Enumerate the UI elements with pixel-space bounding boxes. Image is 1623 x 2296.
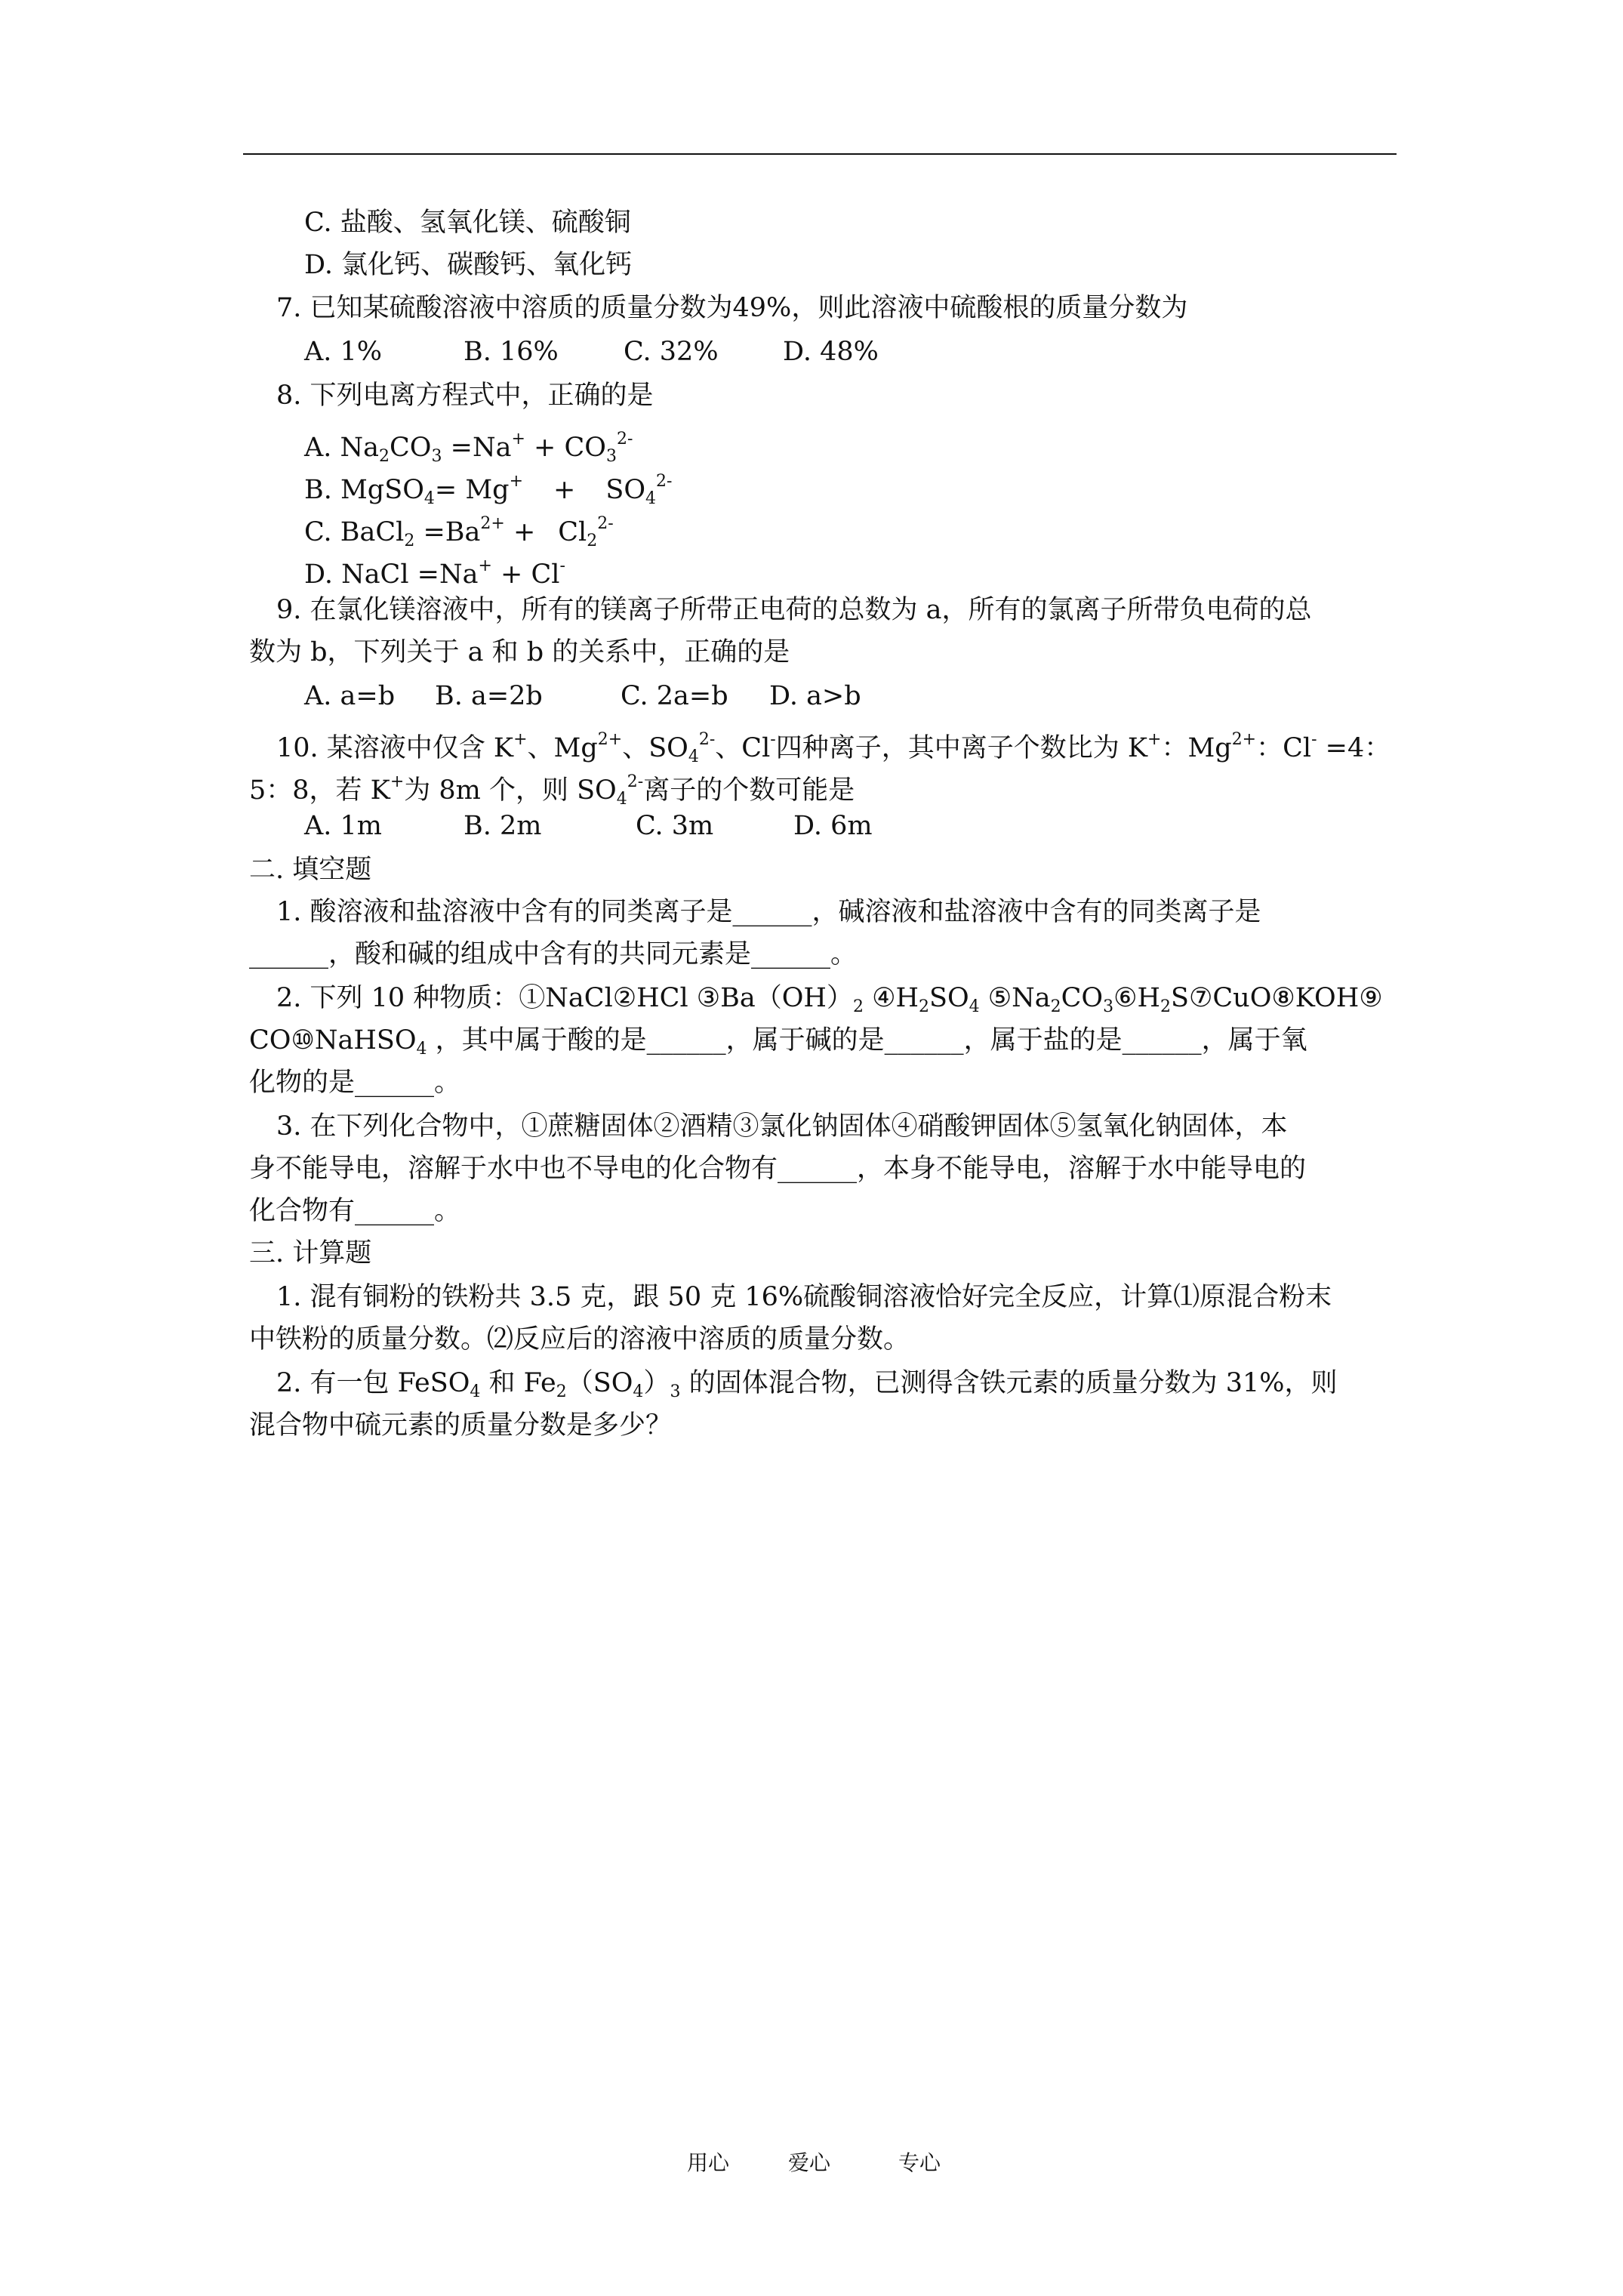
q8-option-b: B. MgSO$_4$= $Mg^+ + SO_4^{2-}$ — [304, 472, 673, 508]
q10-stem-line1: 10. 某溶液中仅含 K+、$Mg^{2+}$、$SO_4^{2-}$、Cl-四种离子，其中离子个数比为 K+：$Mg^{2+}$：Cl- =4： — [276, 730, 1391, 766]
section-2-heading: 二. 填空题 — [249, 855, 372, 885]
fill-q2-line1: 2. 下列 10 种物质：①NaCl②HCl $③Ba(OH)_2$ $④H_2SO_4$ $⑤Na_2CO_3⑥H_2S⑦CuO⑧KOH⑨$ — [276, 983, 1383, 1016]
fill-q2-line2: CO⑩NaHSO$_4$ ，其中属于酸的是______，属于碱的是______，属于盐的是______，属于氧 — [249, 1025, 1307, 1059]
fill-q1-line2: ______，酸和碱的组成中含有的共同元素是______。 — [249, 939, 858, 969]
calc-q2-line2: 混合物中硫元素的质量分数是多少？ — [249, 1410, 673, 1441]
fill-q3-line2: 身不能导电，溶解于水中也不导电的化合物有______，本身不能导电，溶解于水中能导电的 — [249, 1154, 1307, 1184]
q9-option-b: B. a=2b — [435, 681, 543, 711]
q7-option-b: B. 16% — [463, 337, 559, 367]
q7-option-c: C. 32% — [624, 337, 719, 367]
q8-stem: 8. 下列电离方程式中，正确的是 — [276, 381, 654, 411]
q8-option-a: A. $Na_2CO_3 =Na^+ + CO_3^{2-}$ — [304, 430, 633, 466]
footer-text-1: 用心 — [687, 2150, 730, 2175]
q6-option-c: C. 盐酸、氢氧化镁、硫酸铜 — [304, 208, 631, 238]
section-3-heading: 三. 计算题 — [249, 1238, 372, 1268]
q9-option-a: A. a=b — [304, 681, 396, 711]
fill-q3-line3: 化合物有______。 — [249, 1196, 461, 1226]
q10-option-d: D. 6m — [793, 811, 873, 841]
q10-option-b: B. 2m — [463, 811, 542, 841]
calc-q2-line1: 2. 有一包 FeSO$_4$ 和 $Fe_2(SO_4)_3$ 的固体混合物，已测得含铁元素的质量分数为 31%，则 — [276, 1368, 1338, 1401]
calc-q1-line1: 1. 混有铜粉的铁粉共 3.5 克，跟 50 克 16%硫酸铜溶液恰好完全反应，计算⑴原混合粉末 — [276, 1282, 1332, 1312]
q10-option-c: C. 3m — [636, 811, 714, 841]
fill-q3-line1: 3. 在下列化合物中，①蔗糖固体②酒精③氯化钠固体④硝酸钾固体⑤氢氧化钠固体，本 — [276, 1111, 1288, 1142]
q6-option-d: D. 氯化钙、碳酸钙、氧化钙 — [304, 250, 633, 280]
q8-option-d: D. NaCl =Na+ + Cl- — [304, 556, 565, 590]
calc-q1-line2: 中铁粉的质量分数。⑵反应后的溶液中溶质的质量分数。 — [249, 1324, 910, 1354]
footer-text-2: 爱心 — [788, 2150, 831, 2175]
q9-option-d: D. a>b — [769, 681, 861, 711]
q9-option-c: C. 2a=b — [621, 681, 728, 711]
q9-stem-line2: 数为 b，下列关于 a 和 b 的关系中，正确的是 — [249, 637, 790, 667]
q7-option-d: D. 48% — [783, 337, 879, 367]
q7-stem: 7. 已知某硫酸溶液中溶质的质量分数为49%，则此溶液中硫酸根的质量分数为 — [276, 293, 1188, 323]
q8-option-c: C. BaCl$_2$ $=Ba^{2+} + Cl_2^{2-}$ — [304, 514, 614, 550]
q7-option-a: A. 1% — [304, 337, 383, 367]
fill-q2-line3: 化物的是______。 — [249, 1068, 461, 1098]
header-rule — [243, 153, 1397, 155]
fill-q1-line1: 1. 酸溶液和盐溶液中含有的同类离子是______，碱溶液和盐溶液中含有的同类离子是 — [276, 897, 1261, 927]
q10-stem-line2: 5：8，若 K+为 8m 个，则 $SO_4^{2-}$离子的个数可能是 — [249, 772, 855, 809]
q9-stem-line1: 9. 在氯化镁溶液中，所有的镁离子所带正电荷的总数为 a，所有的氯离子所带负电荷的总 — [276, 595, 1312, 625]
q10-option-a: A. 1m — [304, 811, 382, 841]
footer-text-3: 专心 — [898, 2150, 941, 2175]
